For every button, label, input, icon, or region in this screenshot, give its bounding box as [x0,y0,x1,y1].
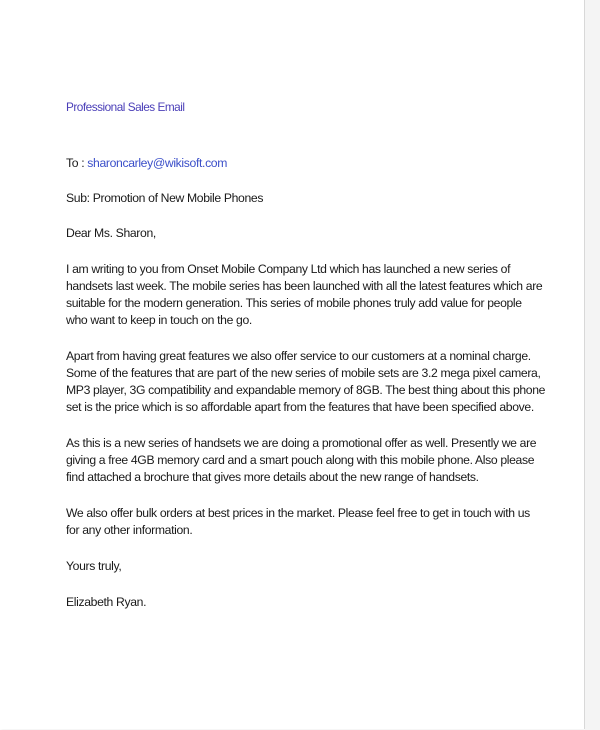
paragraph-features: Apart from having great features we also offer service to our customers at a nominal charge. Some of the features that are part of the new series of mobile sets are 3.2 mega pixel camera, MP3 player, 3G compatibility and expandable memory of 8GB. The best thing about this phone set is the price which is so affordable apart from the features that have been specified above. [66,349,546,414]
closing: Yours truly, [66,559,122,573]
subject-line: Sub: Promotion of New Mobile Phones [66,191,264,205]
paragraph-intro: I am writing to you from Onset Mobile Company Ltd which has launched a new series of handsets last week. The mobile series has been launched with all the latest features which are suitable for the modern generation. This series of mobile phones truly add value for people who want to keep in touch on the go. [66,262,543,327]
recipient-email-link[interactable]: sharoncarley@wikisoft.com [87,156,228,170]
recipient-line [66,155,546,172]
signature: Elizabeth Ryan. [66,595,147,609]
recipient-label: To : [66,156,88,170]
document-title: Professional Sales Email [66,100,185,114]
paragraph-bulk-orders: We also offer bulk orders at best prices in the market. Please feel free to get in touch with us for any other information. [66,506,530,537]
paragraph-promotion: As this is a new series of handsets we are doing a promotional offer as well. Presently we are giving a free 4GB memory card and a smart pouch along with this mobile phone. Also please find attached a brochure that gives more details about the new range of handsets. [66,436,537,484]
greeting: Dear Ms. Sharon, [66,226,156,240]
page-margin-background [585,0,600,730]
email-body [66,99,546,611]
